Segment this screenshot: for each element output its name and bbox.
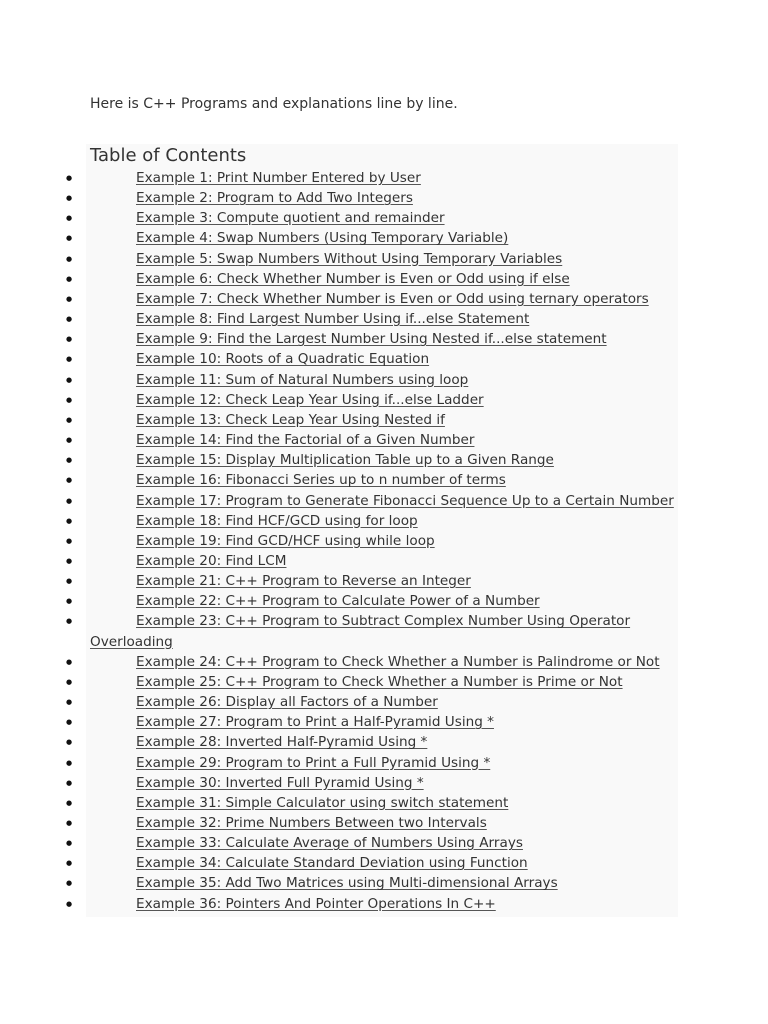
toc-item <box>0 269 768 289</box>
bullet-icon: ● <box>66 274 73 283</box>
toc-link-example-9[interactable]: Example 9: Find the Largest Number Using Nested if...else statement <box>136 331 607 348</box>
toc-link-example-16[interactable]: Example 16: Fibonacci Series up to n number of terms <box>136 472 506 489</box>
bullet-icon: ● <box>66 556 73 565</box>
toc-item <box>0 894 768 914</box>
toc-link-example-33[interactable]: Example 33: Calculate Average of Numbers Using Arrays <box>136 835 523 852</box>
bullet-icon: ● <box>66 335 73 344</box>
toc-item <box>0 349 768 369</box>
toc-item <box>0 390 768 410</box>
bullet-icon: ● <box>66 899 73 908</box>
toc-link-example-1[interactable]: Example 1: Print Number Entered by User <box>136 170 421 186</box>
bullet-icon: ● <box>66 778 73 787</box>
toc-item <box>0 450 768 470</box>
toc-item <box>0 430 768 450</box>
bullet-icon: ● <box>66 879 73 888</box>
toc-item <box>0 833 768 853</box>
toc-link-example-19[interactable]: Example 19: Find GCD/HCF using while loop <box>136 532 435 549</box>
bullet-icon: ● <box>66 476 73 485</box>
toc-link-example-17[interactable]: Example 17: Program to Generate Fibonacci Sequence Up to a Certain Number <box>136 492 674 509</box>
bullet-icon: ● <box>66 698 73 707</box>
toc-item <box>0 491 768 511</box>
bullet-icon: ● <box>66 355 73 364</box>
toc-link-example-14[interactable]: Example 14: Find the Factorial of a Given Number <box>136 432 475 449</box>
bullet-icon: ● <box>66 657 73 666</box>
toc-link-example-23-continuation[interactable]: Overloading <box>90 633 173 650</box>
bullet-icon: ● <box>66 254 73 263</box>
toc-item <box>0 813 768 833</box>
bullet-icon: ● <box>66 436 73 445</box>
toc-link-example-15[interactable]: Example 15: Display Multiplication Table up to a Given Range <box>136 452 554 469</box>
toc-link-example-36[interactable]: Example 36: Pointers And Pointer Operations In C++ <box>136 895 496 912</box>
toc-item <box>0 551 768 571</box>
bullet-icon: ● <box>66 294 73 303</box>
toc-link-example-2[interactable]: Example 2: Program to Add Two Integers <box>136 190 413 207</box>
toc-link-example-13[interactable]: Example 13: Check Leap Year Using Nested if <box>136 411 445 428</box>
toc-link-example-5[interactable]: Example 5: Swap Numbers Without Using Temporary Variables <box>136 250 563 267</box>
toc-link-example-23[interactable]: Example 23: C++ Program to Subtract Complex Number Using Operator <box>136 613 631 630</box>
intro-text: Here is C++ Programs and explanations line by line. <box>90 96 458 112</box>
bullet-icon: ● <box>66 677 73 686</box>
toc-link-example-28[interactable]: Example 28: Inverted Half-Pyramid Using * <box>136 734 428 751</box>
bullet-icon: ● <box>66 415 73 424</box>
toc-item <box>0 712 768 732</box>
bullet-icon: ● <box>66 214 73 223</box>
toc-item <box>0 692 768 712</box>
toc-item <box>0 249 768 269</box>
toc-item <box>0 370 768 390</box>
bullet-icon: ● <box>66 617 73 626</box>
bullet-icon: ● <box>66 758 73 767</box>
toc-item <box>0 168 768 188</box>
toc-link-example-12[interactable]: Example 12: Check Leap Year Using if...else Ladder <box>136 391 484 408</box>
toc-link-example-7[interactable]: Example 7: Check Whether Number is Even or Odd using ternary operators <box>136 290 649 307</box>
toc-link-example-10[interactable]: Example 10: Roots of a Quadratic Equation <box>136 351 430 368</box>
bullet-icon: ● <box>66 718 73 727</box>
toc-item <box>0 208 768 228</box>
toc-item <box>0 309 768 329</box>
bullet-icon: ● <box>66 174 73 182</box>
bullet-icon: ● <box>66 375 73 384</box>
toc-item <box>0 329 768 349</box>
toc-item <box>0 228 768 248</box>
toc-link-example-18[interactable]: Example 18: Find HCF/GCD using for loop <box>136 512 418 529</box>
bullet-icon: ● <box>66 859 73 868</box>
toc-item <box>0 410 768 430</box>
toc-link-example-30[interactable]: Example 30: Inverted Full Pyramid Using * <box>136 774 424 791</box>
toc-item <box>0 652 768 672</box>
toc-link-example-11[interactable]: Example 11: Sum of Natural Numbers using loop <box>136 371 469 388</box>
bullet-icon: ● <box>66 738 73 747</box>
bullet-icon: ● <box>66 315 73 324</box>
bullet-icon: ● <box>66 577 73 586</box>
toc-item <box>0 672 768 692</box>
toc-link-example-24[interactable]: Example 24: C++ Program to Check Whether a Number is Palindrome or Not <box>136 653 660 670</box>
toc-item <box>0 511 768 531</box>
toc-link-example-21[interactable]: Example 21: C++ Program to Reverse an Integer <box>136 573 471 590</box>
bullet-icon: ● <box>66 798 73 807</box>
toc-link-example-29[interactable]: Example 29: Program to Print a Full Pyramid Using * <box>136 754 491 771</box>
bullet-icon: ● <box>66 536 73 545</box>
bullet-icon: ● <box>66 395 73 404</box>
toc-item <box>0 591 768 611</box>
toc-link-example-31[interactable]: Example 31: Simple Calculator using switch statement <box>136 794 509 811</box>
bullet-icon: ● <box>66 234 73 243</box>
toc-item <box>0 188 768 208</box>
toc-link-example-27[interactable]: Example 27: Program to Print a Half-Pyramid Using * <box>136 714 494 731</box>
toc-link-example-3[interactable]: Example 3: Compute quotient and remainder <box>136 210 445 227</box>
bullet-icon: ● <box>66 496 73 505</box>
toc-item <box>0 873 768 893</box>
toc-link-example-20[interactable]: Example 20: Find LCM <box>136 552 287 569</box>
toc-link-example-25[interactable]: Example 25: C++ Program to Check Whether a Number is Prime or Not <box>136 673 623 690</box>
toc-item <box>0 793 768 813</box>
toc-link-example-6[interactable]: Example 6: Check Whether Number is Even or Odd using if else <box>136 270 570 287</box>
toc-item <box>0 753 768 773</box>
toc-item <box>0 531 768 551</box>
toc-item <box>0 773 768 793</box>
toc-link-example-26[interactable]: Example 26: Display all Factors of a Number <box>136 694 438 711</box>
toc-item <box>0 571 768 591</box>
toc-link-example-32[interactable]: Example 32: Prime Numbers Between two Intervals <box>136 815 487 831</box>
toc-link-example-8[interactable]: Example 8: Find Largest Number Using if...else Statement <box>136 311 530 328</box>
toc-item <box>0 611 768 651</box>
bullet-icon: ● <box>66 839 73 848</box>
toc-link-example-35[interactable]: Example 35: Add Two Matrices using Multi-dimensional Arrays <box>136 875 558 892</box>
toc-list <box>0 168 768 914</box>
toc-item <box>0 470 768 490</box>
toc-link-example-22[interactable]: Example 22: C++ Program to Calculate Power of a Number <box>136 593 540 610</box>
toc-title: Table of Contents <box>90 145 247 166</box>
bullet-icon: ● <box>66 819 73 827</box>
bullet-icon: ● <box>66 194 73 203</box>
toc-item <box>0 289 768 309</box>
bullet-icon: ● <box>66 516 73 525</box>
bullet-icon: ● <box>66 456 73 465</box>
bullet-icon: ● <box>66 597 73 606</box>
toc-link-example-34[interactable]: Example 34: Calculate Standard Deviation using Function <box>136 855 528 872</box>
toc-item <box>0 732 768 752</box>
toc-link-example-4[interactable]: Example 4: Swap Numbers (Using Temporary Variable) <box>136 230 509 247</box>
toc-item <box>0 853 768 873</box>
